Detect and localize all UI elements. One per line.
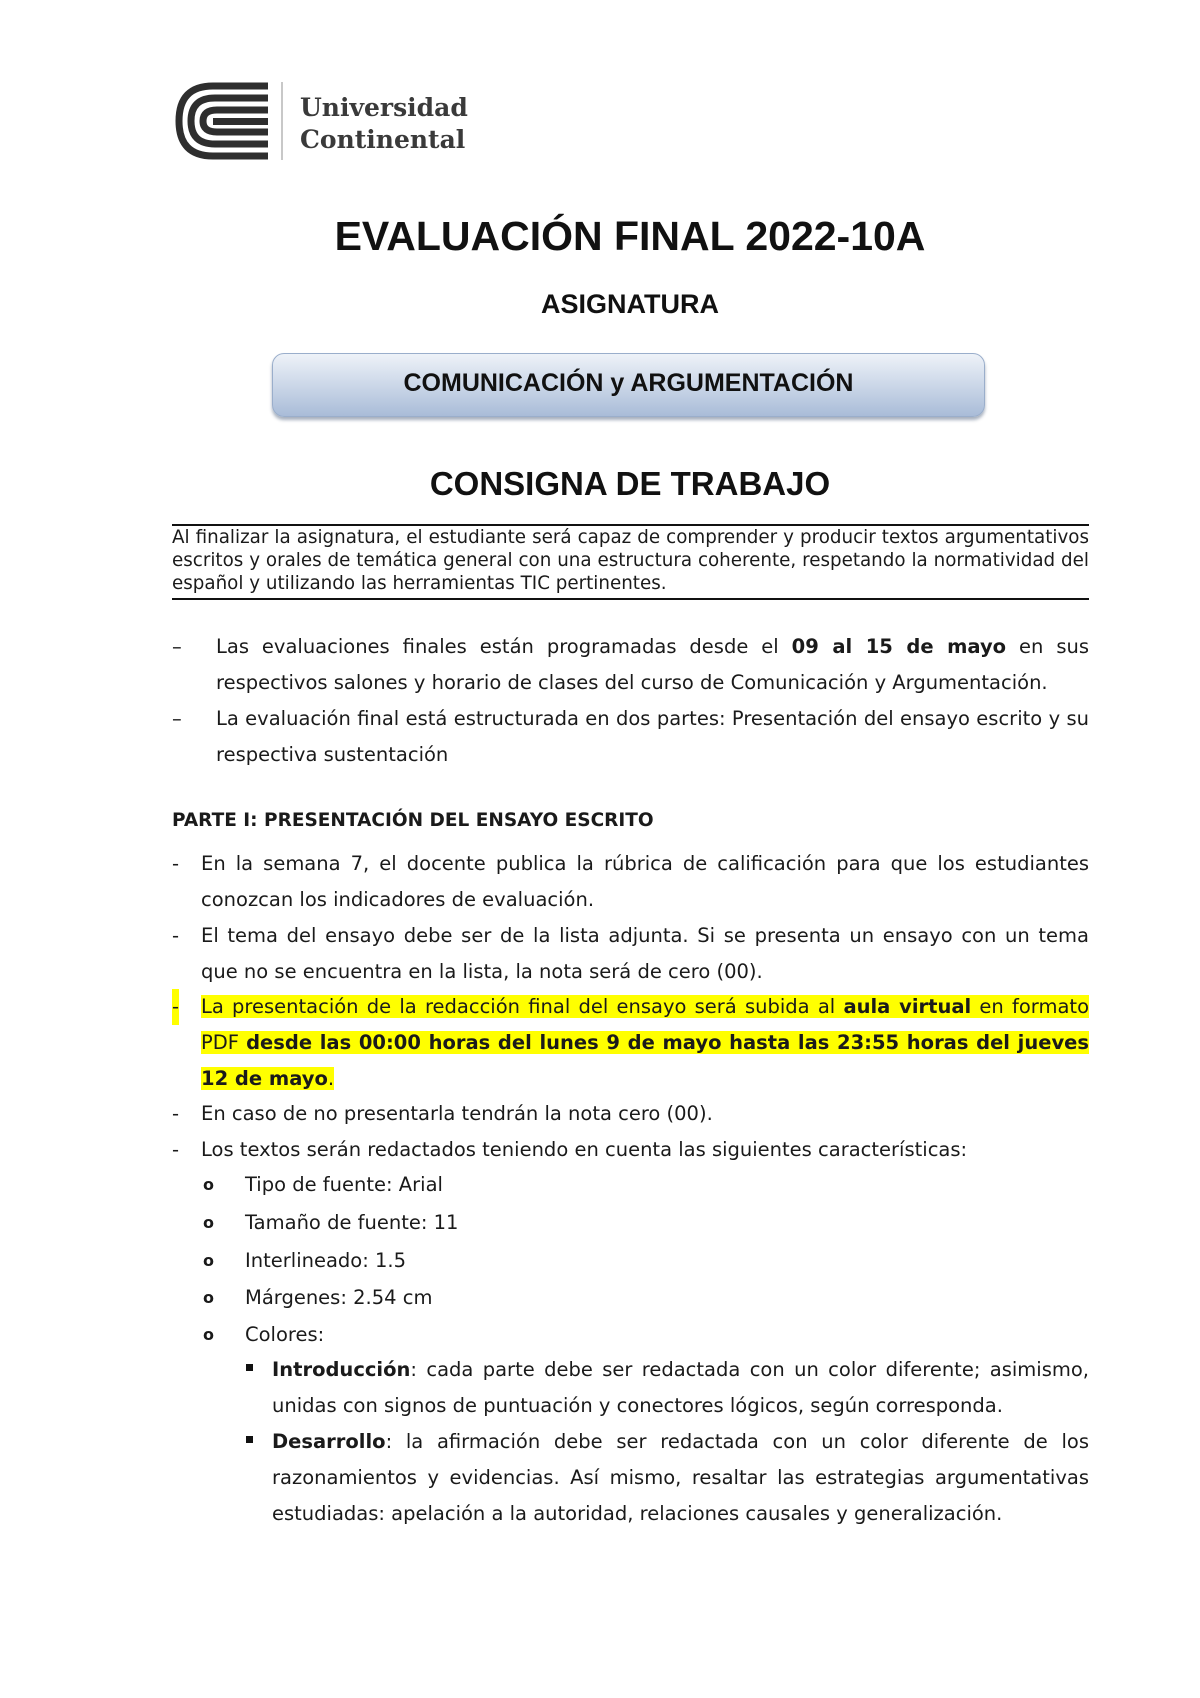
dash-bullet: – <box>172 635 182 658</box>
sub-item: Márgenes: 2.54 cm <box>245 1286 433 1309</box>
dash-bullet: - <box>172 1102 180 1125</box>
part1-heading: PARTE I: PRESENTACIÓN DEL ENSAYO ESCRITO <box>172 810 654 831</box>
competency-box <box>172 524 1089 600</box>
sub-item: Tamaño de fuente: 11 <box>245 1211 459 1234</box>
color-item-development <box>272 1424 1089 1532</box>
o-bullet: o <box>203 1175 214 1194</box>
item-text: . <box>327 1067 335 1090</box>
course-name: COMUNICACIÓN y ARGUMENTACIÓN <box>403 369 854 397</box>
square-bullet-icon <box>246 1364 253 1371</box>
o-bullet: o <box>203 1325 214 1344</box>
item-text: La presentación de la redacción final del ensayo será subida al <box>201 995 844 1018</box>
item-text: en formato PDF <box>201 995 1089 1054</box>
dash-bullet: - <box>172 1138 180 1161</box>
item-text: en sus respectivos salones y horario de clases del curso de Comunicación y Argumentación. <box>216 635 1089 694</box>
o-bullet: o <box>203 1213 214 1232</box>
highlighted-item <box>201 989 1089 1097</box>
dash-bullet: - <box>172 989 179 1025</box>
logo-wordmark <box>300 92 468 156</box>
dash-bullet: - <box>172 924 180 947</box>
logo-line-1: Universidad <box>300 93 468 122</box>
subject-label: ASIGNATURA <box>541 289 719 319</box>
competency-text: Al finalizar la asignatura, el estudiante será capaz de comprender y producir textos argumentativos escritos y orales de temática general con una estructura coherente, respetando la normatividad del español y utilizando las herramientas TIC pertinentes. <box>172 527 1089 594</box>
color-item-intro <box>272 1352 1089 1424</box>
o-bullet: o <box>203 1251 214 1270</box>
date-range: 09 al 15 de mayo <box>791 635 1007 658</box>
page-title: EVALUACIÓN FINAL 2022-10A <box>334 213 926 259</box>
o-bullet: o <box>203 1288 214 1307</box>
list-item: En la semana 7, el docente publica la rúbrica de calificación para que los estudiantes conozcan los indicadores de evaluación. <box>201 852 1089 911</box>
deadline-text: desde las 00:00 horas del lunes 9 de mayo hasta las 23:55 horas del jueves 12 de mayo <box>201 1031 1089 1090</box>
virtual-classroom: aula virtual <box>843 995 972 1018</box>
sub-item: Tipo de fuente: Arial <box>245 1173 443 1196</box>
development-text: : la afirmación debe ser redactada con un color diferente de los razonamientos y evidencias. Así mismo, resaltar las estrategias argumentativas estudiadas: apelación a la autoridad, relaciones causales y generalización. <box>272 1430 1089 1525</box>
dash-bullet: – <box>172 707 182 730</box>
dash-bullet: - <box>172 852 180 875</box>
square-bullet-icon <box>246 1436 253 1443</box>
section-title: CONSIGNA DE TRABAJO <box>429 465 831 502</box>
list-item: El tema del ensayo debe ser de la lista adjunta. Si se presenta un ensayo con un tema que no se encuentra en la lista, la nota será de cero (00). <box>201 924 1089 983</box>
sub-item: Colores: <box>245 1323 325 1346</box>
sub-item: Interlineado: 1.5 <box>245 1249 406 1272</box>
intro-label: Introducción <box>272 1358 411 1381</box>
list-item: La evaluación final está estructurada en dos partes: Presentación del ensayo escrito y su respectiva sustentación <box>216 707 1089 766</box>
intro-text: : cada parte debe ser redactada con un color diferente; asimismo, unidas con signos de puntuación y conectores lógicos, según corresponda. <box>272 1358 1089 1417</box>
item-text: Las evaluaciones finales están programadas desde el <box>216 635 792 658</box>
course-banner <box>272 353 985 417</box>
development-label: Desarrollo <box>272 1430 386 1453</box>
list-item: Los textos serán redactados teniendo en cuenta las siguientes características: <box>201 1138 968 1161</box>
list-item: En caso de no presentarla tendrán la nota cero (00). <box>201 1102 713 1125</box>
logo-line-2: Continental <box>300 125 466 154</box>
list-item <box>216 629 1089 701</box>
